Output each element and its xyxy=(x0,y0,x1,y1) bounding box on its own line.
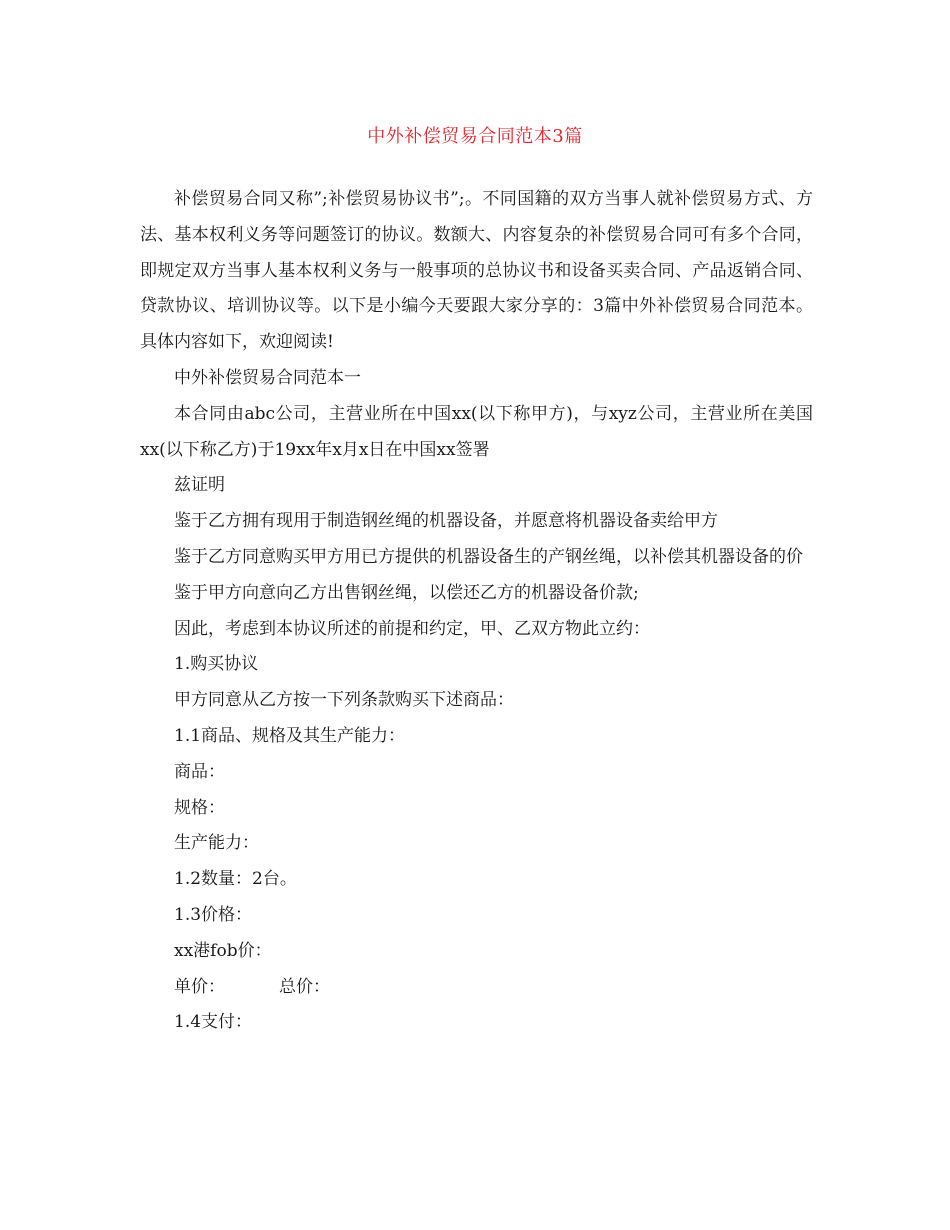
price-line xyxy=(140,970,813,1006)
agreement-paragraph: 因此，考虑到本协议所述的前提和约定，甲、乙双方物此立约： xyxy=(174,618,650,639)
unit-price-label: 单价： xyxy=(174,976,225,997)
section-heading: 中外补偿贸易合同范本一 xyxy=(174,367,361,388)
clause-item: 1.1商品、规格及其生产能力： xyxy=(174,725,406,746)
document-body xyxy=(140,182,813,1041)
intro-paragraph: 补偿贸易合同又称”;补偿贸易协议书”;。不同国籍的双方当事人就补偿贸易方式、方法、基本权利义务等问题签订的协议。数额大、内容复杂的补偿贸易合同可有多个合同，即规定双方当事人基本权利义务与一般事项的总协议书和设备买卖合同、产品返销合同、贷款协议、培训协议等。以下是小编今天要跟大家分享的：3篇中外补偿贸易合同范本。具体内容如下，欢迎阅读! xyxy=(140,189,813,353)
witness-line: 兹证明 xyxy=(174,475,225,496)
clause-heading: 1.购买协议 xyxy=(174,654,259,675)
total-price-label: 总价： xyxy=(279,976,330,997)
recital-paragraph: 鉴于乙方同意购买甲方用已方提供的机器设备生的产钢丝绳，以补偿其机器设备的价 xyxy=(174,546,803,567)
contract-parties-paragraph: 本合同由abc公司，主营业所在中国xx(以下称甲方)，与xyz公司，主营业所在美国xx(以下称乙方)于19xx年x月x日在中国xx签署 xyxy=(140,403,813,460)
clause-item: 1.3价格： xyxy=(174,904,253,925)
document-title: 中外补偿贸易合同范本3篇 xyxy=(367,126,583,147)
clause-item: 生产能力： xyxy=(174,833,259,854)
clause-item: 1.4支付： xyxy=(174,1012,253,1033)
clause-paragraph: 甲方同意从乙方按一下列条款购买下述商品： xyxy=(174,690,514,711)
clause-item: xx港fob价： xyxy=(174,940,272,961)
clause-item: 商品： xyxy=(174,761,225,782)
recital-paragraph: 鉴于甲方向意向乙方出售钢丝绳，以偿还乙方的机器设备价款; xyxy=(174,582,639,603)
clause-item: 1.2数量：2台。 xyxy=(174,869,297,890)
recital-paragraph: 鉴于乙方拥有现用于制造钢丝绳的机器设备，并愿意将机器设备卖给甲方 xyxy=(174,511,718,532)
clause-item: 规格： xyxy=(174,797,225,818)
